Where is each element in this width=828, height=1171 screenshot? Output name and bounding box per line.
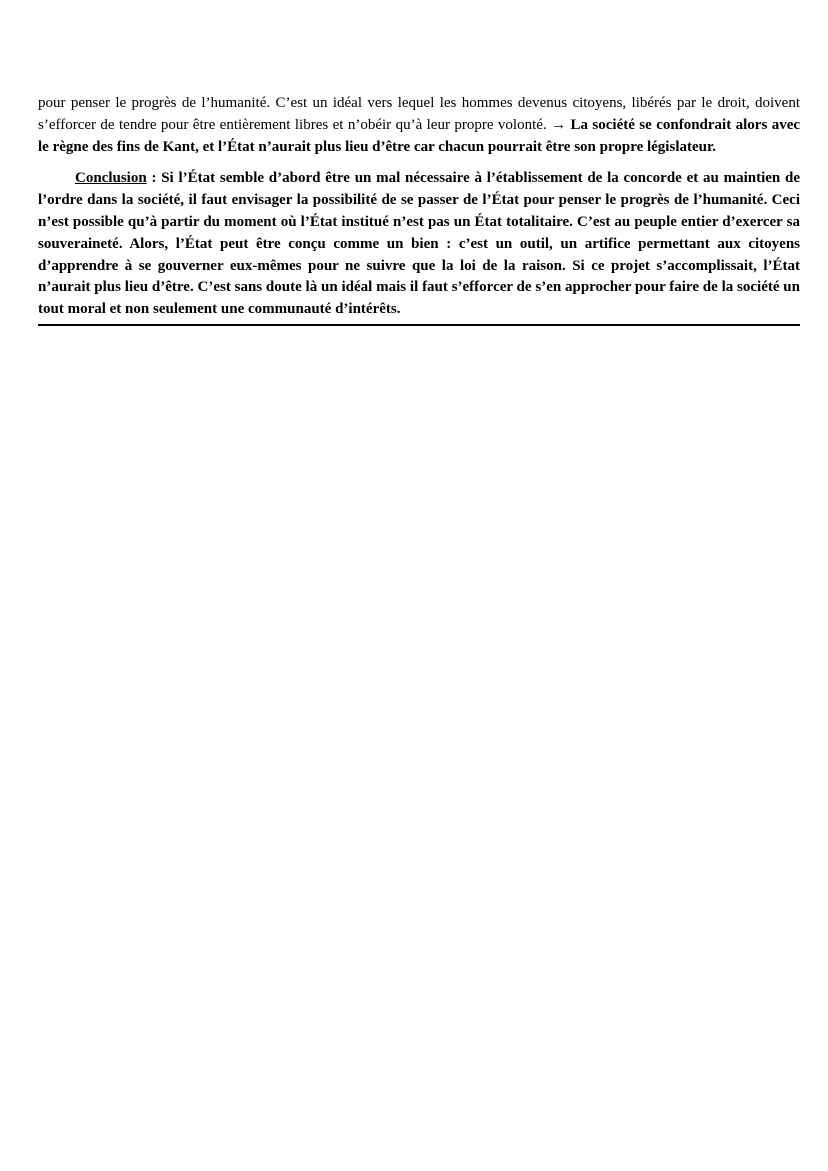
paragraph-progress-text: pour penser le progrès de l’humanité. C’est un idéal vers lequel les hommes devenus citoyens, libérés par le droit, doivent s’efforcer de tendre pour être entièrement libres et n’obéir qu’à leur propre volonté. →: [38, 95, 800, 133]
paragraph-progress: [38, 93, 800, 158]
bottom-rule: [38, 324, 800, 326]
conclusion-heading: Conclusion: [75, 170, 147, 187]
conclusion-colon: :: [146, 170, 162, 187]
conclusion-paragraph: [38, 168, 800, 321]
document-page: [38, 93, 800, 326]
conclusion-text: Si l’État semble d’abord être un mal nécessaire à l’établissement de la concorde et au maintien de l’ordre dans la société, il faut envisager la possibilité de se passer de l’État pour penser le progrès de l’humanité. Ceci n’est possible qu’à partir du moment où l’État institué n’est pas un État totalitaire. C’est au peuple entier d’exercer sa souveraineté. Alors, l’État peut être conçu comme un bien : c’est un outil, un artifice permettant aux citoyens d’apprendre à se gouverner eux-mêmes pour ne suivre que la loi de la raison. Si ce projet s’accomplissait, l’État n’aurait plus lieu d’être. C’est sans doute là un idéal mais il faut s’efforcer de s’en approcher pour faire de la société un tout moral et non seulement une communauté d’intérêts.: [38, 170, 801, 318]
paragraph-progress-bold-text: La société se confondrait alors avec le règne des fins de Kant, et l’État n’aurait plus lieu d’être car chacun pourrait être son propre législateur.: [38, 116, 801, 155]
